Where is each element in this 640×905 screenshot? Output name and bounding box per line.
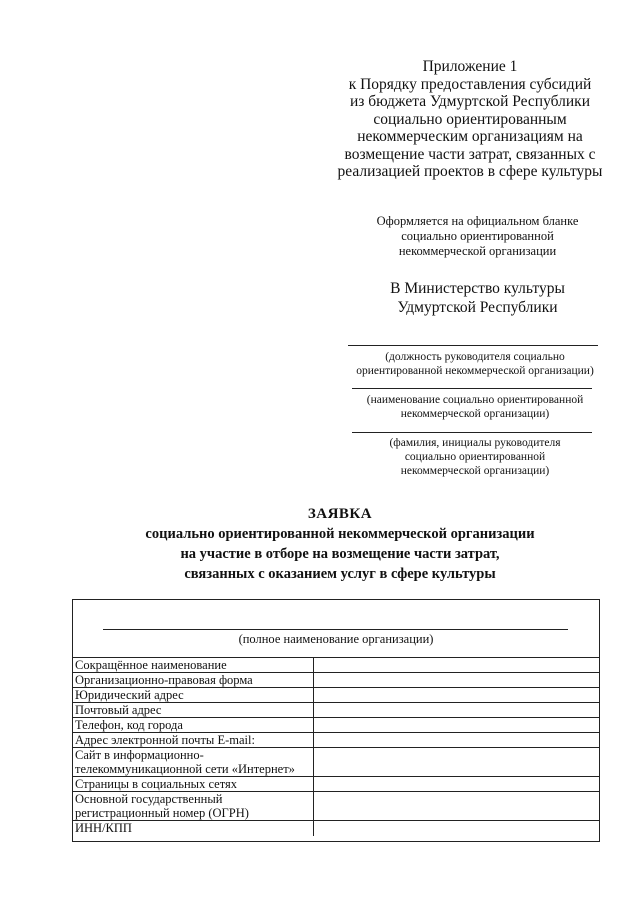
letterhead-note-line: социально ориентированной [401, 229, 554, 243]
row-label: Основной государственный регистрационный номер (ОГРН) [73, 792, 313, 821]
letterhead-note-line: Оформляется на официальном бланке [376, 214, 579, 228]
table-row [73, 792, 599, 821]
table-row [73, 688, 599, 703]
letterhead-note [345, 214, 610, 259]
caption-line: некоммерческой организации) [400, 465, 550, 477]
row-value-cell[interactable] [313, 688, 599, 703]
table-row [73, 777, 599, 792]
recipient-line: Удмуртской Республики [397, 299, 558, 316]
appendix-line: к Порядку предоставления субсидий [348, 75, 592, 93]
org-details-table [73, 657, 599, 836]
row-label: Сокращённое наименование [73, 658, 313, 673]
appendix-line: возмещение части затрат, связанных с [344, 145, 596, 163]
title-main: ЗАЯВКА [307, 506, 373, 522]
row-label: Организационно-правовая форма [73, 673, 313, 688]
appendix-header [330, 58, 610, 181]
table-row [73, 673, 599, 688]
appendix-line: реализацией проектов в сфере культуры [337, 163, 603, 180]
title-line: социально ориентированной некоммерческой организации [145, 526, 535, 542]
row-label: ИНН/КПП [73, 821, 313, 836]
row-label: Юридический адрес [73, 688, 313, 703]
row-label: Адрес электронной почты E-mail: [73, 733, 313, 748]
caption-line: (должность руководителя социально [385, 351, 565, 363]
appendix-line: некоммерческим организациям на [357, 128, 583, 145]
table-row [73, 821, 599, 836]
director-name-caption [340, 436, 610, 478]
row-label: Страницы в социальных сетях [73, 777, 313, 792]
full-org-name-caption: (полное наименование организации) [238, 632, 434, 646]
row-value-cell[interactable] [313, 821, 599, 836]
appendix-line: из бюджета Удмуртской Республики [349, 93, 590, 110]
caption-line: социально ориентированной [404, 451, 546, 463]
recipient-block [345, 279, 610, 317]
row-label: Телефон, код города [73, 718, 313, 733]
row-label: Почтовый адрес [73, 703, 313, 718]
application-title [60, 504, 620, 584]
recipient-line: В Министерство культуры [390, 280, 565, 297]
table-row [73, 748, 599, 777]
full-org-name-blank-line[interactable] [103, 629, 568, 630]
letterhead-note-line: некоммерческой организации [398, 244, 557, 258]
application-form [72, 599, 600, 842]
appendix-line: социально ориентированным [373, 110, 567, 128]
caption-line: (наименование социально ориентированной [366, 394, 584, 406]
table-row [73, 703, 599, 718]
row-value-cell[interactable] [313, 792, 599, 821]
row-value-cell[interactable] [313, 673, 599, 688]
title-line: на участие в отборе на возмещение части затрат, [180, 546, 500, 562]
row-value-cell[interactable] [313, 703, 599, 718]
director-name-blank-line[interactable] [352, 432, 592, 433]
row-value-cell[interactable] [313, 733, 599, 748]
appendix-line: Приложение 1 [422, 58, 518, 75]
title-line: связанных с оказанием услуг в сфере культуры [184, 566, 496, 582]
row-value-cell[interactable] [313, 777, 599, 792]
table-row [73, 718, 599, 733]
caption-line: (фамилия, инициалы руководителя [389, 437, 561, 449]
row-value-cell[interactable] [313, 658, 599, 673]
row-value-cell[interactable] [313, 718, 599, 733]
table-row [73, 658, 599, 673]
caption-line: ориентированной некоммерческой организации) [356, 365, 594, 377]
position-caption [340, 350, 610, 378]
table-row [73, 733, 599, 748]
org-name-blank-line[interactable] [352, 388, 592, 389]
org-name-caption [340, 393, 610, 421]
row-label: Сайт в информационно-телекоммуникационной сети «Интернет» [73, 748, 313, 777]
position-blank-line[interactable] [348, 345, 598, 346]
row-value-cell[interactable] [313, 748, 599, 777]
caption-line: некоммерческой организации) [400, 408, 550, 420]
